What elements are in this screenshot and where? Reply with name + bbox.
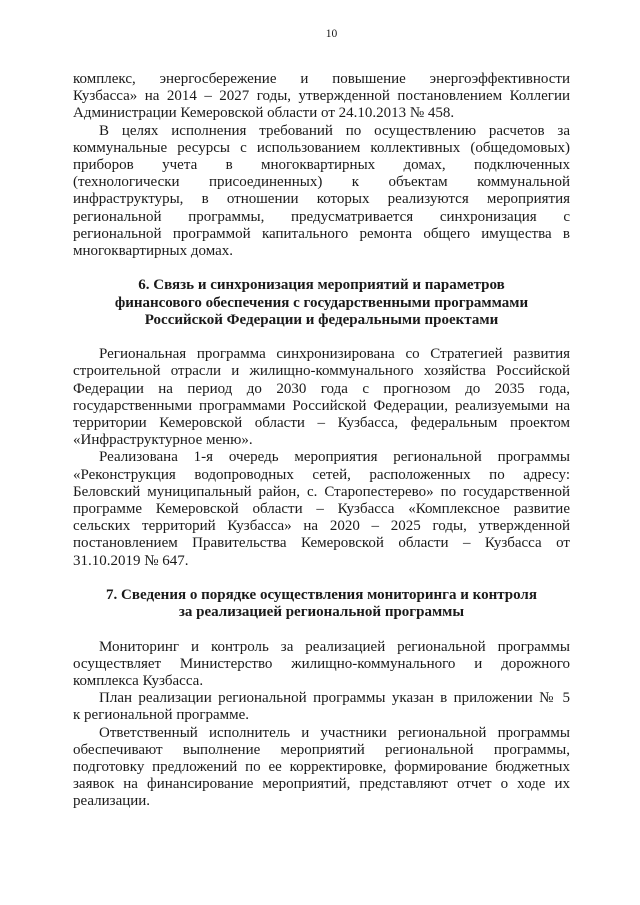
heading-line: за реализацией региональной программы <box>178 604 465 621</box>
text-line: региональной программы, предусматривается синхронизация с <box>73 208 570 225</box>
paragraph-plan <box>73 690 570 724</box>
page-number: 10 <box>325 28 338 40</box>
text-line: строительной отрасли и жилищно-коммунального хозяйства Российской <box>73 363 570 380</box>
text-line: В целях исполнения требований по осуществлению расчетов за <box>99 122 570 139</box>
paragraph-intro-continuation <box>73 71 570 123</box>
paragraph-monitoring <box>73 639 570 691</box>
text-line: программе Кемеровской области – Кузбасса «Комплексное развитие <box>73 501 570 518</box>
document-body <box>73 71 570 811</box>
text-line: коммунальные ресурсы с использованием коллективных (общедомовых) <box>73 139 570 156</box>
text-line: Федерации на период до 2030 года с прогнозом до 2035 года, <box>73 380 570 397</box>
paragraph-responsible-executor <box>73 725 570 811</box>
paragraph-metering-sync <box>73 123 570 261</box>
text-line: сельских территорий Кузбасса» на 2020 – 2025 годы, утвержденной <box>73 518 570 535</box>
text-line: заявок на финансирование мероприятий, представляют отчет о ходе их <box>73 776 570 793</box>
text-line: (технологически присоединенных) к объектам коммунальной <box>73 174 570 191</box>
text-line: «Инфраструктурное меню». <box>73 432 253 449</box>
heading-line: 6. Связь и синхронизация мероприятий и параметров <box>138 277 505 294</box>
text-line: государственными программами Российской Федерации, реализуемыми на <box>73 397 570 414</box>
paragraph-stage1-realized <box>73 449 570 569</box>
text-line: региональной программой капитального ремонта общего имущества в <box>73 225 570 242</box>
text-line: приборов учета в многоквартирных домах, подключенных <box>73 157 570 174</box>
text-line: 31.10.2019 № 647. <box>73 552 189 569</box>
heading-line: финансового обеспечения с государственными программами <box>114 294 529 311</box>
text-line: территории Кемеровской области – Кузбасса, федеральным проектом <box>73 415 570 432</box>
text-line: реализации. <box>73 793 151 810</box>
text-line: «Реконструкция водопроводных сетей, расположенных по адресу: <box>73 466 570 483</box>
text-line: осуществляет Министерство жилищно-коммунального и дорожного <box>73 655 570 672</box>
text-line: Ответственный исполнитель и участники региональной программы <box>99 724 570 741</box>
text-line: План реализации региональной программы указан в приложении № 5 <box>99 690 570 707</box>
text-line: комплекса Кузбасса. <box>73 673 204 690</box>
text-line: Кузбасса» на 2014 – 2027 годы, утвержденной постановлением Коллегии <box>73 88 570 105</box>
text-line: Реализована 1-я очередь мероприятия региональной программы <box>99 449 570 466</box>
text-line: подготовку предложений по ее корректировке, формирование бюджетных <box>73 759 570 776</box>
text-line: Региональная программа синхронизирована со Стратегией развития <box>99 346 570 363</box>
text-line: инфраструктуры, в отношении которых реализуются мероприятия <box>73 191 570 208</box>
text-line: Беловский муниципальный район, с. Старопестерево» по государственной <box>73 483 570 500</box>
text-line: Администрации Кемеровской области от 24.10.2013 № 458. <box>73 105 455 122</box>
section-6-heading <box>73 277 570 329</box>
text-line: многоквартирных домах. <box>73 243 234 260</box>
paragraph-strategy-sync <box>73 346 570 449</box>
text-line: Мониторинг и контроль за реализацией региональной программы <box>99 638 570 655</box>
text-line: к региональной программе. <box>73 707 250 724</box>
text-line: обеспечивают выполнение мероприятий региональной программы, <box>73 741 570 758</box>
text-line: постановлением Правительства Кемеровской области – Кузбасса от <box>73 535 570 552</box>
section-7-heading <box>73 587 570 621</box>
heading-line: 7. Сведения о порядке осуществления мониторинга и контроля <box>106 587 537 604</box>
text-line: комплекс, энергосбережение и повышение энергоэффективности <box>73 71 570 87</box>
heading-line: Российской Федерации и федеральными проектами <box>144 311 499 328</box>
